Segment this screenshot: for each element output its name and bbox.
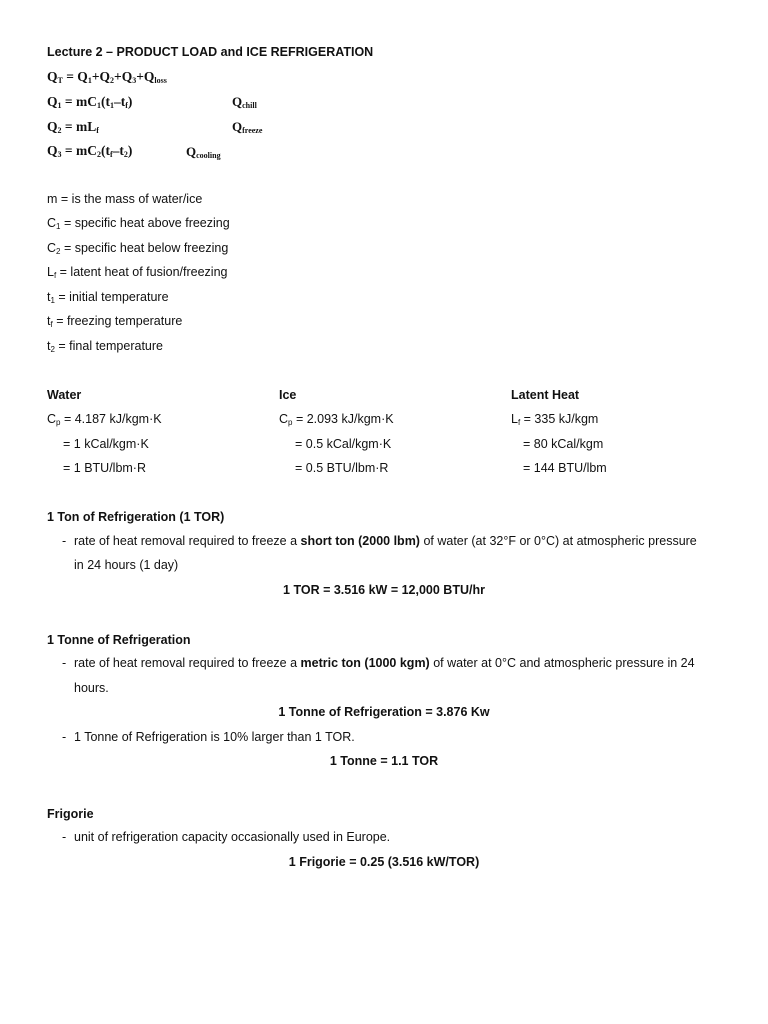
frigorie-bullet-dash: - bbox=[62, 830, 67, 844]
definition-c2: $C_2$ = specific heat below freezing bbox=[47, 241, 229, 256]
latent-lf-btu: = 144 BTU/lbm bbox=[523, 461, 607, 475]
tonne-bullet-continuation: hours. bbox=[74, 681, 109, 695]
definition-mass: m = is the mass of water/ice bbox=[47, 192, 203, 206]
tonne-heading: 1 Tonne of Refrigeration bbox=[47, 633, 191, 647]
frigorie-formula: 1 Frigorie = 0.25 (3.516 kW/TOR) bbox=[288, 855, 480, 869]
tonne-bullet-dash: - bbox=[62, 656, 67, 670]
definition-c1: $C_1$ = specific heat above freezing bbox=[47, 216, 230, 231]
equation-qt: $Q_T = Q_1+Q_2+Q_3+Q_{loss}$ bbox=[47, 69, 167, 85]
tonne-bullet2-text: 1 Tonne of Refrigeration is 10% larger than 1 TOR. bbox=[74, 730, 355, 744]
water-cp-kcal: = 1 kCal/kgm·K bbox=[63, 437, 149, 451]
tonne-bullet-text: rate of heat removal required to freeze a metric ton (1000 kgm) of water at 0°C and atmospheric pressure in 24 bbox=[74, 656, 695, 670]
frigorie-heading: Frigorie bbox=[47, 807, 94, 821]
water-cp-kj: $C_p = 4.187$ kJ/kgm·K bbox=[47, 412, 162, 427]
latent-header: Latent Heat bbox=[511, 388, 580, 402]
ice-cp-kcal: = 0.5 kCal/kgm·K bbox=[295, 437, 392, 451]
tor-formula: 1 TOR = 3.516 kW = 12,000 BTU/hr bbox=[283, 583, 485, 597]
equation-q1: $Q_1 = mC_1(t_1-t_f)$ bbox=[47, 94, 133, 110]
definition-t2: $t_2$ = final temperature bbox=[47, 339, 163, 354]
definition-tf: $t_f$ = freezing temperature bbox=[47, 314, 183, 329]
tor-heading: 1 Ton of Refrigeration (1 TOR) bbox=[47, 510, 225, 524]
ice-header: Ice bbox=[279, 388, 297, 402]
equation-q3: $Q_3 = mC_2(t_f-t_2)$ bbox=[47, 143, 133, 159]
lecture-title: Lecture 2 – PRODUCT LOAD and ICE REFRIGERATION bbox=[47, 45, 374, 59]
water-cp-btu: = 1 BTU/lbm·R bbox=[63, 461, 147, 475]
ice-cp-kj: $C_p = 2.093$ kJ/kgm·K bbox=[279, 412, 394, 427]
tonne-formula: 1 Tonne of Refrigeration = 3.876 Kw bbox=[278, 705, 490, 719]
equation-q2: $Q_2 = mL_f$ bbox=[47, 119, 99, 135]
label-q-chill: $Q_{chill}$ bbox=[232, 94, 257, 110]
tor-bullet-text: rate of heat removal required to freeze a short ton (2000 lbm) of water (at 32°F or 0°C) at atmospheric pressure bbox=[74, 534, 697, 548]
label-q-cooling: $Q_{cooling}$ bbox=[186, 144, 221, 160]
definition-lf: $L_f$ = latent heat of fusion/freezing bbox=[47, 265, 228, 280]
definition-t1: $t_1$ = initial temperature bbox=[47, 290, 169, 305]
tonne-tor-formula: 1 Tonne = 1.1 TOR bbox=[329, 754, 439, 768]
tor-bullet-dash: - bbox=[62, 534, 67, 548]
latent-lf-kcal: = 80 kCal/kgm bbox=[523, 437, 604, 451]
label-q-freeze: $Q_{freeze}$ bbox=[232, 119, 263, 135]
ice-cp-btu: = 0.5 BTU/lbm·R bbox=[295, 461, 389, 475]
water-header: Water bbox=[47, 388, 82, 402]
frigorie-bullet-text: unit of refrigeration capacity occasionally used in Europe. bbox=[74, 830, 391, 844]
tonne-bullet2-dash: - bbox=[62, 730, 67, 744]
tor-bullet-continuation: in 24 hours (1 day) bbox=[74, 558, 179, 572]
latent-lf-kj: $L_f = 335$ kJ/kgm bbox=[511, 412, 599, 427]
